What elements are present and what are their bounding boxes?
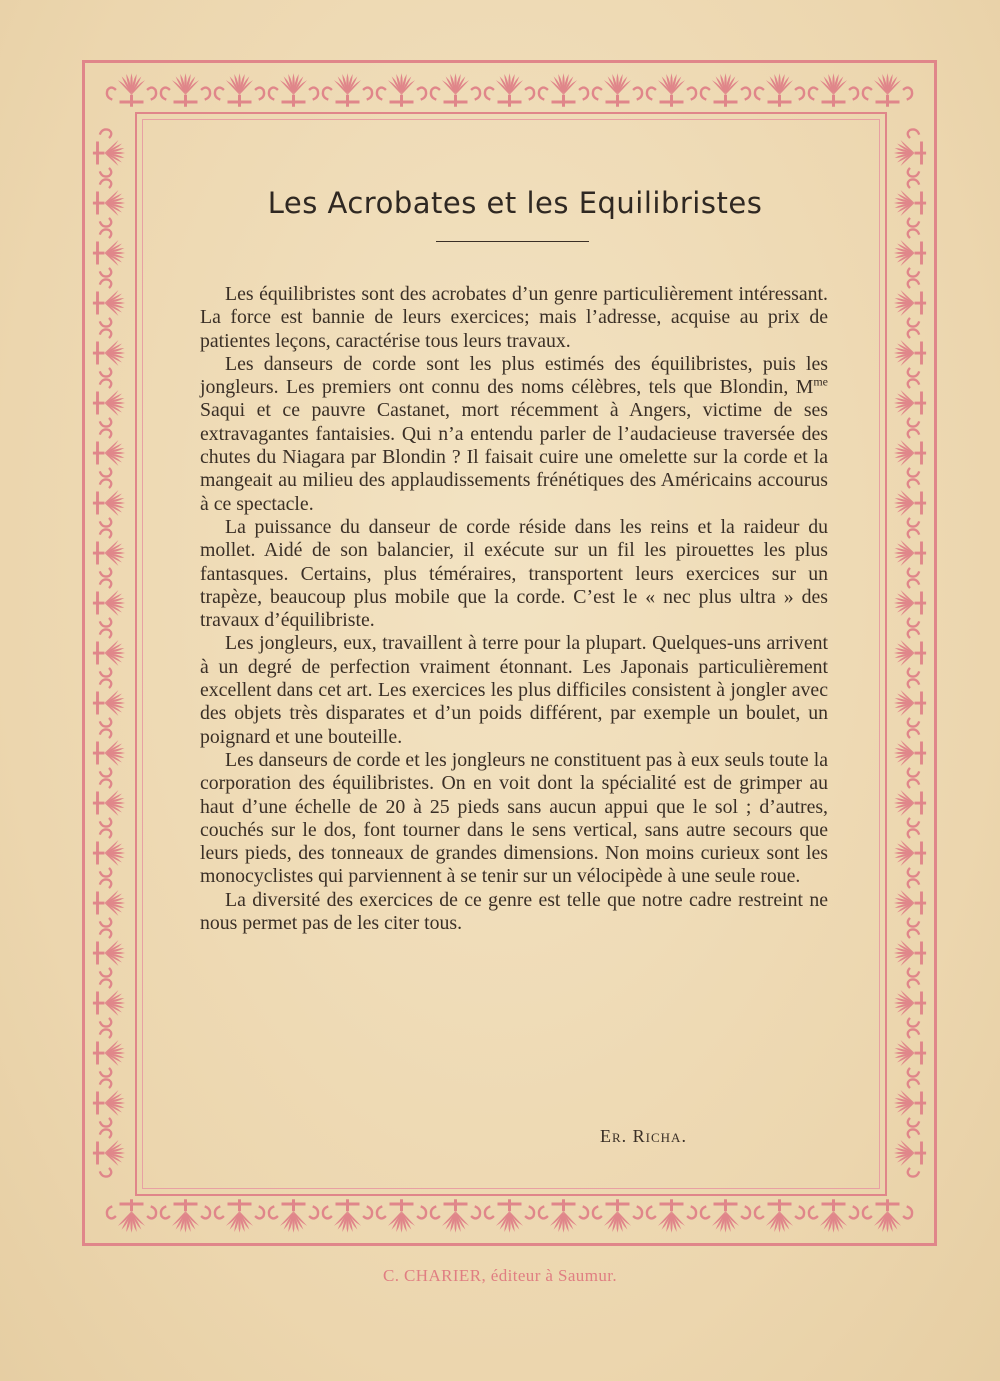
paragraph-6: La diversité des exercices de ce genre est telle que notre cadre restreint ne nous permet pas de les citer tous. (200, 888, 828, 935)
article-body (200, 283, 828, 935)
page-title: Les Acrobates et les Equilibristes (267, 186, 763, 220)
paragraph-4: Les jongleurs, eux, travaillent à terre pour la plupart. Quelques-uns arrivent à un degré de perfection vraiment étonnant. Les Japonais particulièrement excellent dans cet art. Les exercices les plus difficiles consistent à jongler avec des objets très disparates et d’un poids différent, par exemple un boulet, un poignard et une bouteille. (200, 632, 828, 748)
madame-superscript: me (813, 374, 828, 389)
title-underline (436, 241, 589, 242)
paragraph-2-text: Les danseurs de corde sont les plus estimés des équilibristes, puis les jongleurs. Les premiers ont connu des noms célèbres, tels que Blondin, M (200, 352, 828, 399)
paragraph-1: Les équilibristes sont des acrobates d’un genre particulièrement intéressant. La force est bannie de leurs exercices; mais l’adresse, acquise au prix de patientes leçons, caractérise tous leurs travaux. (200, 283, 828, 352)
paragraph-3: La puissance du danseur de corde réside dans les reins et la raideur du mollet. Aidé de son balancier, il exécute sur un fil les pirouettes les plus fantasques. Certains, plus téméraires, transportent leurs exercices sur un trapèze, beaucoup plus mobile que la corde. C’est le « nec plus ultra » des travaux d’équilibriste. (200, 515, 828, 632)
paragraph-2-continued: Saqui et ce pauvre (200, 399, 377, 422)
author-signature: Er. Richa. (600, 1126, 687, 1146)
publisher-line: C. CHARIER, éditeur à Saumur. (383, 1266, 617, 1285)
paragraph-2-end: Castanet, mort récemment à Angers, victime de ses extravagantes fantaisies. Qui n’a entendu parler de l’audacieuse traversée des chutes du Niagara par Blondin ? Il faisait cuire une omelette sur la corde et la mangeait au milieu des applaudissements frénétiques des Américains accourus à ce spectacle. (200, 399, 828, 515)
paragraph-5: Les danseurs de corde et les jongleurs ne constituent pas à eux seuls toute la corporation des équilibristes. On en voit dont la spécialité est de grimper au haut d’une échelle de 20 à 25 pieds sans aucun appui que le sol ; d’autres, couchés sur le dos, font tourner dans le sens vertical, sans autre secours que leurs pieds, des tonneaux de grandes dimensions. Non moins curieux sont les monocyclistes qui parviennent à se tenir sur un vélocipède à une seule roue. (200, 748, 828, 888)
paragraph-2 (200, 353, 828, 516)
